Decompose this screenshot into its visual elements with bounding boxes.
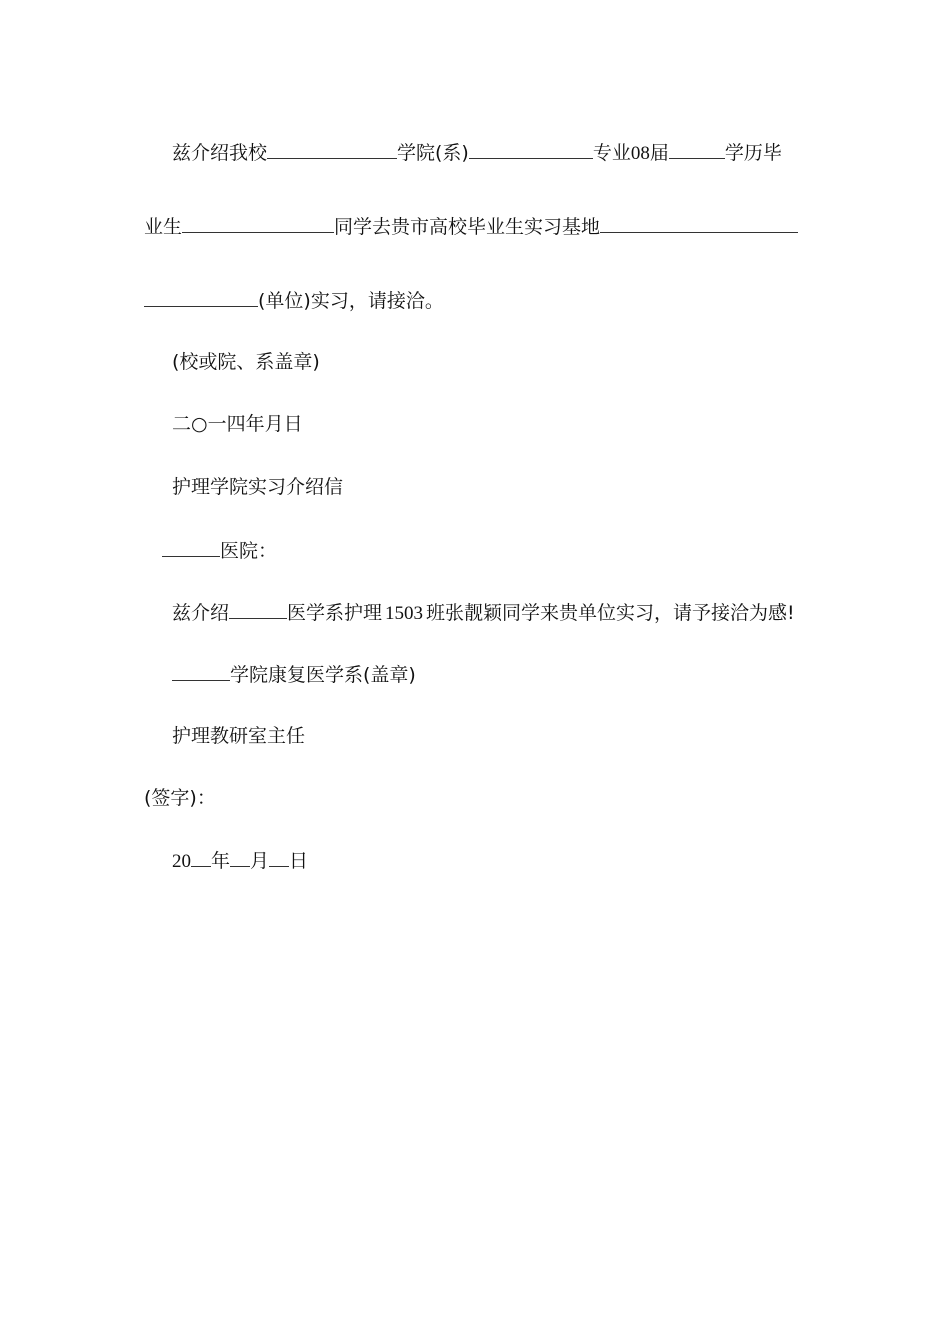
letter1-date	[172, 412, 303, 436]
letter2-title	[172, 475, 343, 499]
text-major: 专业	[592, 142, 631, 164]
text-signature: (签字)：	[144, 787, 216, 809]
letter1-seal	[172, 350, 320, 374]
text-class: 届	[649, 142, 669, 164]
letter1-line2	[144, 214, 798, 239]
text-class-year: 08	[630, 143, 650, 164]
letter2-signature	[144, 786, 216, 810]
text-director: 护理教研室主任	[172, 725, 306, 747]
blank-year	[191, 848, 211, 867]
blank-day	[269, 848, 289, 867]
text-unit-contact: (单位)实习，请接洽。	[258, 290, 444, 312]
page-title: 护理学院实习介绍信	[172, 476, 344, 498]
text-date: 二○一四年月日	[172, 413, 303, 435]
blank-college	[172, 662, 230, 681]
blank-base-name	[600, 214, 798, 233]
text-year-prefix: 20	[172, 851, 191, 872]
text-hospital: 医院：	[220, 540, 278, 562]
text-month: 月	[250, 850, 270, 872]
text-dept-seal: 学院康复医学系(盖章)	[230, 664, 416, 686]
letter2-director	[172, 724, 305, 748]
blank-major	[469, 140, 593, 159]
text-intro: 兹介绍	[172, 602, 230, 624]
blank-school	[267, 140, 397, 159]
blank-student-name	[182, 214, 334, 233]
text-degree: 学历毕	[724, 142, 782, 164]
blank-degree	[669, 140, 725, 159]
letter1-line1	[172, 140, 782, 166]
letter1-line3	[144, 288, 444, 313]
text-department: 医学系护理	[287, 602, 383, 624]
text-student-request: 班张靓颖同学来贵单位实习，请予接洽为感!	[426, 602, 795, 624]
text-year: 年	[211, 850, 231, 872]
text-college: 学院(系)	[397, 142, 469, 164]
letter2-salutation	[162, 538, 277, 563]
blank-hospital	[162, 538, 220, 557]
text-internship-base: 同学去贵市高校毕业生实习基地	[334, 216, 601, 238]
letter2-date	[172, 848, 308, 874]
text-seal: (校或院、系盖章)	[172, 351, 320, 373]
letter2-dept	[172, 662, 416, 687]
text-intro: 兹介绍我校	[172, 142, 268, 164]
blank-unit	[144, 288, 258, 307]
letter2-body	[172, 600, 795, 626]
text-day: 日	[289, 850, 309, 872]
blank-school	[229, 600, 287, 619]
blank-month	[230, 848, 250, 867]
text-graduate: 业生	[144, 216, 183, 238]
text-class-number: 1503	[385, 603, 424, 624]
